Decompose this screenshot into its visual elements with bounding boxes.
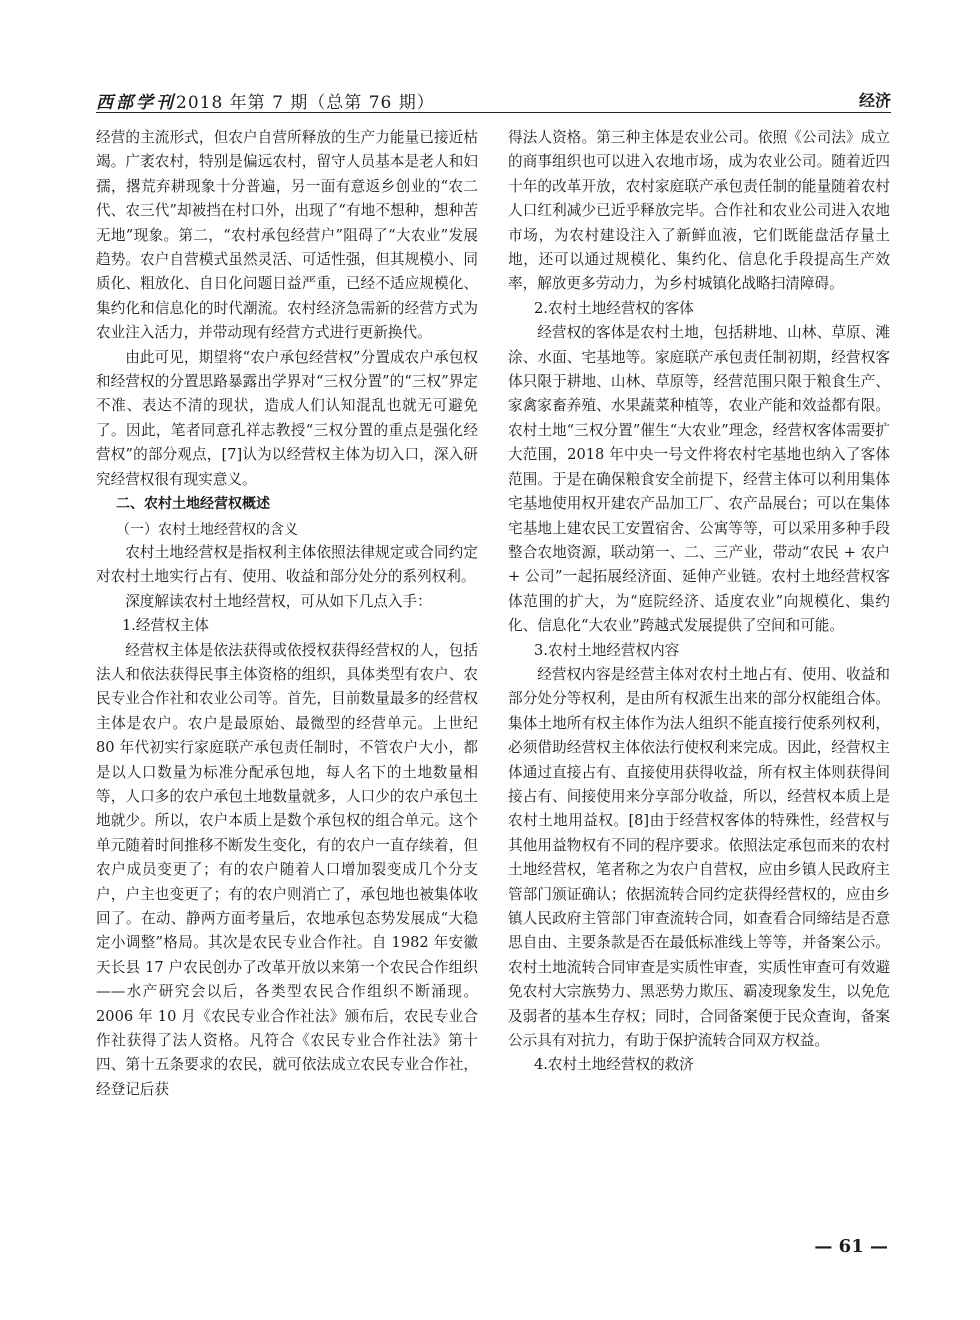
- paragraph: 农村土地经营权是指权利主体依照法律规定或合同约定对农村土地实行占有、使用、收益和部分处分的系列权利。: [96, 543, 478, 586]
- paragraph: 深度解读农村土地经营权，可从如下几点入手：: [125, 592, 432, 610]
- journal-logo: 西部学刊: [96, 93, 176, 113]
- right-column: [508, 126, 890, 1078]
- left-column: [96, 126, 478, 1102]
- paragraph: 得法人资格。第三种主体是农业公司。依照《公司法》成立的商事组织也可以进入农地市场，成为农业公司。随着近四十年的改革开放，农村家庭联产承包责任制的能量随着农村人口红利减少已近乎释放完毕。合作社和农业公司进入农地市场，为农村建设注入了新鲜血液，它们既能盘活存量土地，还可以通过规模化、集约化、信息化手段提高生产效率，解放更多劳动力，为乡村城镇化战略扫清障碍。: [508, 129, 890, 293]
- numbered-heading: 4.农村土地经营权的救济: [534, 1056, 694, 1074]
- numbered-heading: 2.农村土地经营权的客体: [534, 299, 694, 317]
- numbered-heading: 1.经营权主体: [122, 617, 209, 635]
- issue-info: 2018 年第 7 期（总第 76 期）: [176, 93, 435, 113]
- paragraph: 经营权的客体是农村土地，包括耕地、山林、草原、滩涂、水面、宅基地等。家庭联产承包责任制初期，经营权客体只限于耕地、山林、草原等，经营范围只限于粮食生产、家禽家畜养殖、水果蔬菜种植等，农业产能和效益都有限。农村土地“三权分置”催生“大农业”理念，经营权客体需要扩大范围，2018 年中央一号文件将农村宅基地也纳入了客体范围。于是在确保粮食安全前提下，经营主体可以利用集体宅基地使用权开建农产品加工厂、农产品展台；可以在集体宅基地上建农民工安置宿舍、公寓等等，可以采用多种手段整合农地资源，联动第一、二、三产业，带动“农民 + 农户 + 公司”一起拓展经济面、延伸产业链。农村土地经营权客体范围的扩大，为“庭院经济、适度农业”向规模化、集约化、信息化“大农业”跨越式发展提供了空间和可能。: [508, 324, 890, 635]
- section-label: 经济: [858, 91, 891, 110]
- subsection-heading: （一）农村土地经营权的含义: [116, 520, 298, 537]
- header-rule: [96, 112, 891, 113]
- page-header: [96, 88, 891, 112]
- section-heading: 二、农村土地经营权概述: [116, 496, 270, 513]
- numbered-heading: 3.农村土地经营权内容: [534, 641, 680, 659]
- paragraph: 经营的主流形式，但农户自营所释放的生产力能量已接近枯竭。广袤农村，特别是偏远农村，留守人员基本是老人和妇孺，撂荒弃耕现象十分普遍，另一面有意返乡创业的“农二代、农三代”却被挡在村口外，出现了“有地不想种，想种苦无地”现象。第二，“农村承包经营户”阻碍了“大农业”发展趋势。农户自营模式虽然灵活、可适性强，但其规模小、同质化、粗放化、自日化问题日益严重，已经不适应规模化、集约化和信息化的时代潮流。农村经济急需新的经营方式为农业注入活力，并带动现有经营方式进行更新换代。: [96, 129, 478, 342]
- paragraph: 经营权内容是经营主体对农村土地占有、使用、收益和部分处分等权利，是由所有权派生出来的部分权能组合体。集体土地所有权主体作为法人组织不能直接行使系列权利，必须借助经营权主体依法行使权利来完成。因此，经营权主体通过直接占有、直接使用获得收益，所有权主体则获得间接占有、间接使用来分享部分收益，所以，经营权本质上是农村土地用益权。[8]由于经营权客体的特殊性，经营权与其他用益物权有不同的程序要求。依照法定承包而来的农村土地经营权，笔者称之为农户自营权，应由乡镇人民政府主管部门颁证确认；依据流转合同约定获得经营权的，应由乡镇人民政府主管部门审查流转合同，如查看合同缔结是否意思自由、主要条款是否在最低标准线上等等，并备案公示。农村土地流转合同审查是实质性审查，实质性审查可有效避免农村大宗族势力、黑恶势力欺压、霸凌现象发生，以免危及弱者的基本生存权；同时，合同备案便于民众查询，备案公示具有对抗力，有助于保护流转合同双方权益。: [508, 665, 890, 1050]
- page-number: — 61 —: [814, 1236, 888, 1257]
- paragraph: 经营权主体是依法获得或依授权获得经营权的人，包括法人和依法获得民事主体资格的组织，具体类型有农户、农民专业合作社和农业公司等。首先，目前数量最多的经营权主体是农户。农户是最原始、最微型的经营单元。上世纪 80 年代初实行家庭联产承包责任制时，不管农户大小，都是以人口数量为标准分配承包地，每人名下的土地数量相等，人口多的农户承包土地数量就多，人口少的农户承包土地就少。所以，农户本质上是数个承包权的组合单元。这个单元随着时间推移不断发生变化，有的农户一直存续着，但农户成员变更了；有的农户随着人口增加裂变成几个分支户，户主也变更了；有的农户则消亡了，承包地也被集体收回了。在动、静两方面考量后，农地承包态势发展成“大稳定小调整”格局。其次是农民专业合作社。自 1982 年安徽天长县 17 户农民创办了改革开放以来第一个农民合作组织——水产研究会以后，各类型农民合作组织不断涌现。2006 年 10 月《农民专业合作社法》颁布后，农民专业合作社获得了法人资格。凡符合《农民专业合作社法》第十四、第十五条要求的农民，就可依法成立农民专业合作社，经登记后获: [96, 641, 478, 1098]
- paragraph: 由此可见，期望将“农户承包经营权”分置成农户承包权和经营权的分置思路暴露出学界对“三权分置”的“三权”界定不准、表达不清的现状，造成人们认知混乱也就无可避免了。因此，笔者同意孔祥志教授“三权分置的重点是强化经营权”的部分观点，[7]认为以经营权主体为切入口，深入研究经营权很有现实意义。: [96, 348, 478, 488]
- journal-masthead: [96, 88, 435, 113]
